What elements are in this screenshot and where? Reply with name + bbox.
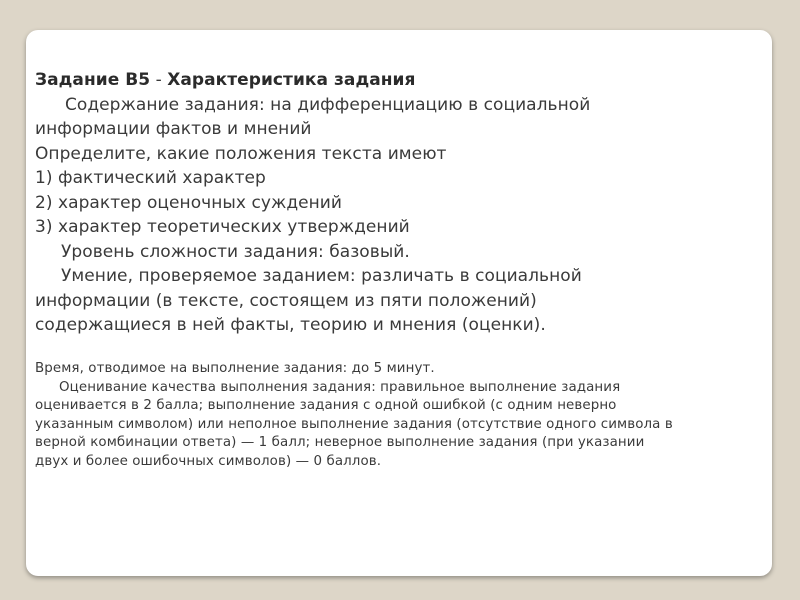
grading-line-4: верной комбинации ответа) — 1 балл; неверное выполнение задания (при указании [35,435,645,450]
option-3: 3) характер теоретических утверждений [35,217,410,237]
time-bullet-line [35,342,762,361]
skill-text-1: Умение, проверяемое заданием: различать в социальной [61,266,582,286]
time-text: Время, отводимое на выполнение задания: до 5 минут. [35,361,435,376]
task-title-separator: - [150,70,168,90]
grading-line-2: оценивается в 2 балла; выполнение задания с одной ошибкой (с одним неверно [35,398,617,413]
content-text-1: Содержание задания: на дифференциацию в социальной [65,94,591,115]
grading-line-1 [35,379,762,398]
task-title-text: Характеристика задания [167,70,416,90]
slide-card [26,30,772,576]
skill-line-1 [35,264,762,289]
option-1: 1) фактический характер [35,168,266,188]
level-line [35,240,762,265]
option-2: 2) характер оценочных суждений [35,192,343,213]
grading-line-3: указанным символом) или неполное выполнение задания (отсутствие одного символа в [35,416,673,432]
skill-line-2: информации (в тексте, состоящем из пяти положений) [35,290,537,311]
grading-text-1: Оценивание качества выполнения задания: правильное выполнение задания [59,379,621,395]
content-line-1 [35,93,762,118]
skill-line-3: содержащиеся в ней факты, теорию и мнения (оценки). [35,315,546,335]
instruction-text: Определите, какие положения текста имеют [35,143,447,164]
grading-line-5: двух и более ошибочных символов) — 0 баллов. [35,453,382,469]
task-title-code: Задание В5 [35,70,151,90]
content-line-2: информации фактов и мнений [35,119,312,139]
level-text: Уровень сложности задания: базовый. [61,241,410,262]
task-title [35,68,762,93]
